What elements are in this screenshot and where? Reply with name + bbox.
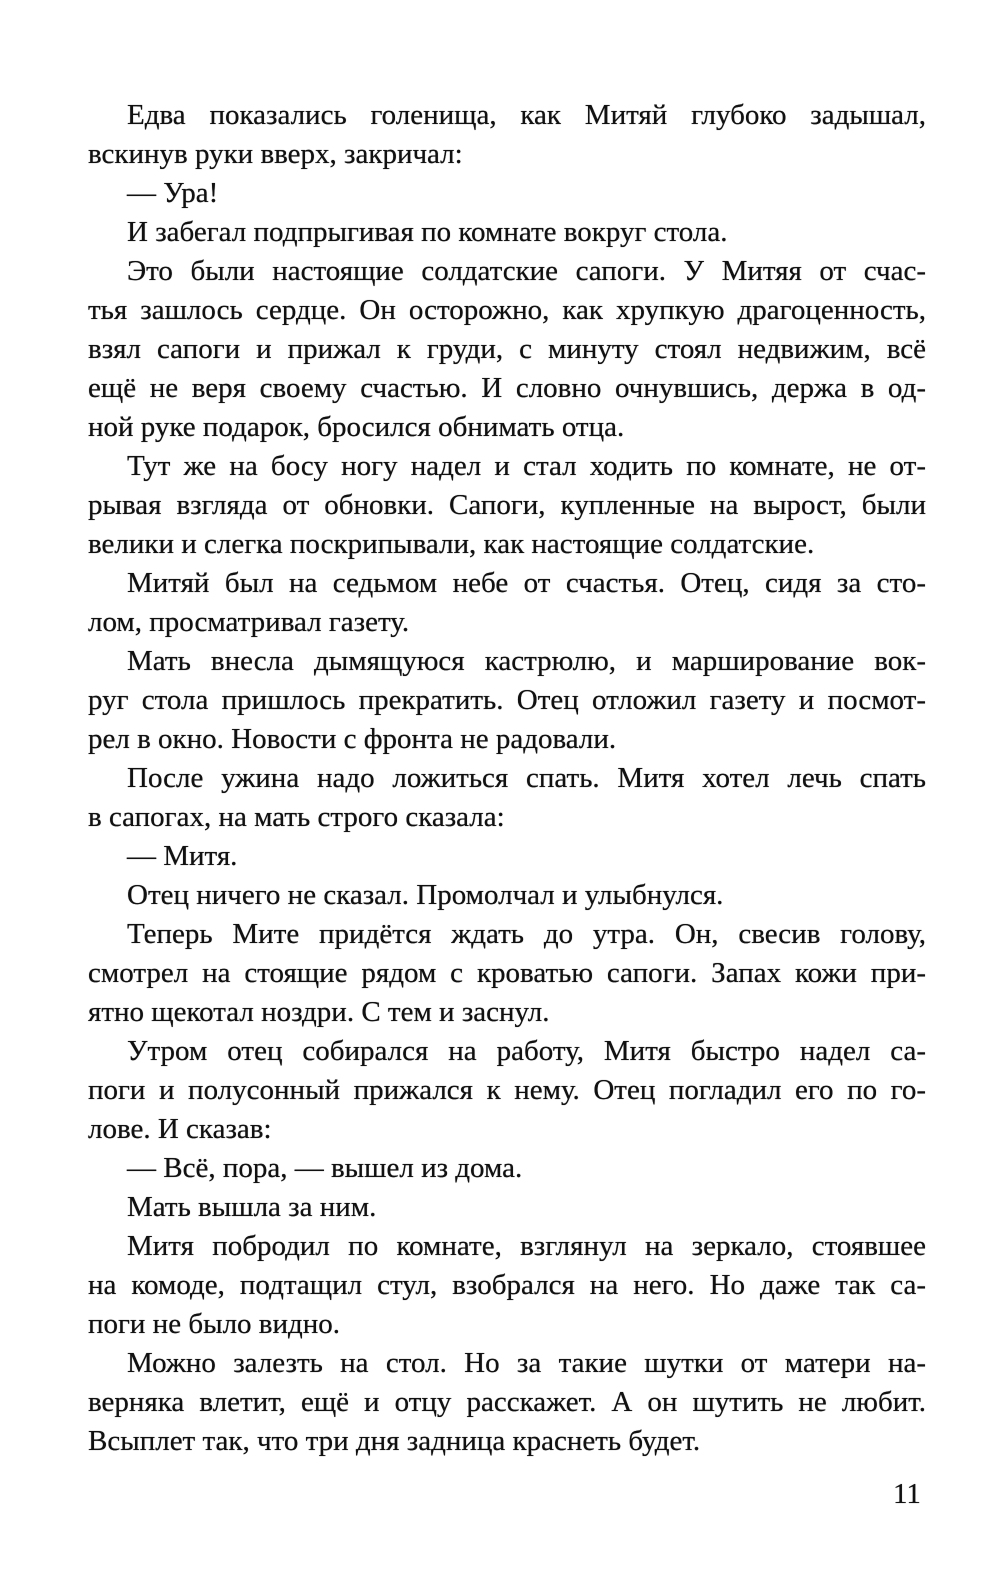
paragraph — [88, 213, 926, 252]
text-line: Тут же на босу ногу надел и стал ходить по комнате, не от- — [127, 450, 926, 482]
text-line: лом, просматривал газету. — [88, 606, 410, 638]
page-body-text — [88, 96, 926, 1461]
text-line: После ужина надо ложиться спать. Митя хотел лечь спать — [127, 762, 926, 794]
text-line: верняка влетит, ещё и отцу расскажет. А он шутить не любит. — [88, 1386, 926, 1418]
text-line: Мать вышла за ним. — [127, 1191, 377, 1223]
text-line: на комоде, подтащил стул, взобрался на него. Но даже так са- — [88, 1269, 926, 1301]
paragraph — [88, 1188, 926, 1227]
text-line: Можно залезть на стол. Но за такие шутки от матери на- — [127, 1347, 926, 1379]
text-line: Митяй был на седьмом небе от счастья. Отец, сидя за сто- — [127, 567, 926, 599]
text-line: тья зашлось сердце. Он осторожно, как хрупкую драгоценность, — [88, 294, 926, 326]
paragraph — [88, 1344, 926, 1461]
text-line: — Ура! — [127, 177, 219, 209]
paragraph — [88, 564, 926, 642]
paragraph — [88, 1227, 926, 1344]
paragraph — [88, 447, 926, 564]
paragraph — [88, 1149, 926, 1188]
text-line: Мать внесла дымящуюся кастрюлю, и марширование вок- — [127, 645, 926, 677]
paragraph — [88, 915, 926, 1032]
text-line: Это были настоящие солдатские сапоги. У Митяя от счас- — [127, 255, 926, 287]
text-line: Теперь Мите придётся ждать до утра. Он, свесив голову, — [127, 918, 926, 950]
text-line: поги и полусонный прижался к нему. Отец погладил его по го- — [88, 1074, 926, 1106]
text-line: — Всё, пора, — вышел из дома. — [127, 1152, 523, 1184]
text-line: Митя побродил по комнате, взглянул на зеркало, стоявшее — [127, 1230, 926, 1262]
text-line: И забегал подпрыгивая по комнате вокруг стола. — [127, 216, 728, 248]
text-line: Отец ничего не сказал. Промолчал и улыбнулся. — [127, 879, 724, 911]
paragraph — [88, 759, 926, 837]
text-line: велики и слегка поскрипывали, как настоящие солдатские. — [88, 528, 815, 560]
text-line: ной руке подарок, бросился обнимать отца. — [88, 411, 625, 443]
text-line: Едва показались голенища, как Митяй глубоко задышал, — [127, 99, 926, 131]
text-line: смотрел на стоящие рядом с кроватью сапоги. Запах кожи при- — [88, 957, 926, 989]
paragraph — [88, 252, 926, 447]
text-line: рывая взгляда от обновки. Сапоги, купленные на вырост, были — [88, 489, 926, 521]
text-line: Утром отец собирался на работу, Митя быстро надел са- — [127, 1035, 926, 1067]
text-line: в сапогах, на мать строго сказала: — [88, 801, 505, 833]
paragraph — [88, 837, 926, 876]
paragraph — [88, 174, 926, 213]
paragraph — [88, 1032, 926, 1149]
paragraph — [88, 876, 926, 915]
text-line: лове. И сказав: — [88, 1113, 272, 1145]
page-number: 11 — [893, 1478, 921, 1510]
text-line: ещё не веря своему счастью. И словно очнувшись, держа в од- — [88, 372, 926, 404]
text-line: — Митя. — [127, 840, 238, 872]
text-line: Всыплет так, что три дня задница краснеть будет. — [88, 1425, 701, 1457]
text-line: рел в окно. Новости с фронта не радовали. — [88, 723, 617, 755]
paragraph — [88, 96, 926, 174]
text-line: взял сапоги и прижал к груди, с минуту стоял недвижим, всё — [88, 333, 926, 365]
text-line: ятно щекотал ноздри. С тем и заснул. — [88, 996, 550, 1028]
text-line: поги не было видно. — [88, 1308, 341, 1340]
text-line: руг стола пришлось прекратить. Отец отложил газету и посмот- — [88, 684, 926, 716]
paragraph — [88, 642, 926, 759]
text-line: вскинув руки вверх, закричал: — [88, 138, 463, 170]
